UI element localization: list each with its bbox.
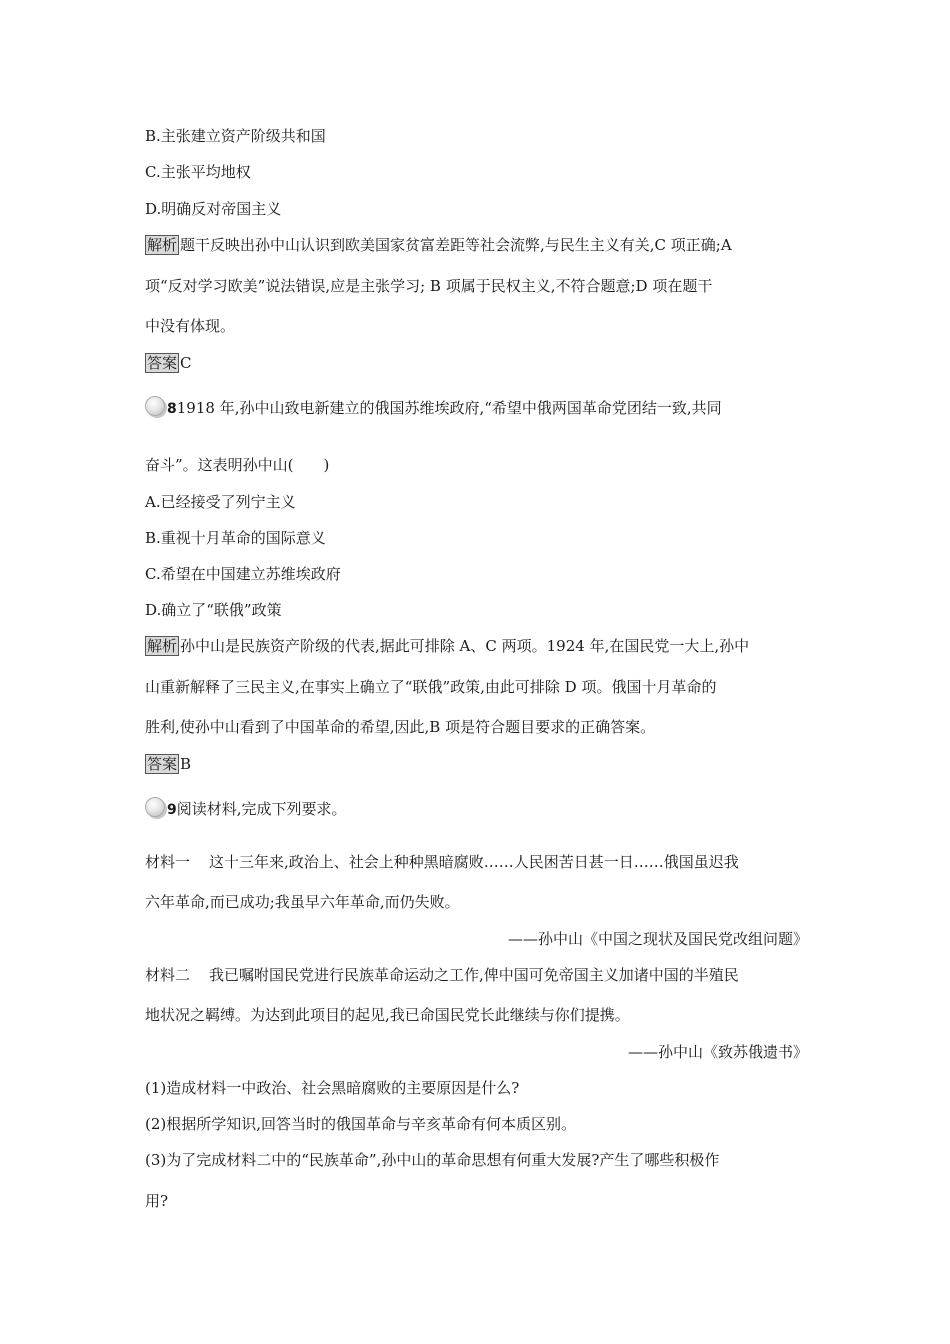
answer-label: 答案 <box>147 755 178 773</box>
answer-value: C <box>180 354 192 372</box>
q8-option-c: C.希望在中国建立苏维埃政府 <box>145 565 341 583</box>
material1-line-2: 六年革命,而已成功;我虽早六年革命,而仍失败。 <box>145 893 460 911</box>
answer-label: 答案 <box>147 354 178 372</box>
q8-analysis-line-2: 山重新解释了三民主义,在事实上确立了“联俄”政策,由此可排除 D 项。俄国十月革命的 <box>145 678 717 696</box>
q7-analysis-line-1: 解析 题干反映出孙中山认识到欧美国家贫富差距等社会流弊,与民生主义有关,C 项正确;A <box>147 236 732 254</box>
q8-option-a: A.已经接受了列宁主义 <box>145 493 296 511</box>
material2-line-2: 地状况之羁缚。为达到此项目的起见,我已命国民党长此继续与你们提携。 <box>145 1006 630 1024</box>
analysis-label: 解析 <box>147 236 178 254</box>
question-bullet-icon <box>145 396 165 416</box>
q7-option-b: B.主张建立资产阶级共和国 <box>145 127 326 145</box>
q7-answer <box>145 353 192 373</box>
q9-stem: 9阅读材料,完成下列要求。 <box>145 797 347 820</box>
material1-source: ——孙中山《中国之现状及国民党改组问题》 <box>507 930 808 948</box>
answer-value: B <box>180 755 192 773</box>
q7-analysis-line-2: 项“反对学习欧美”说法错误,应是主张学习; B 项属于民权主义,不符合题意;D 项在题干 <box>145 277 713 295</box>
q8-answer <box>145 754 191 774</box>
q7-option-c: C.主张平均地权 <box>145 163 251 181</box>
material2-source: ——孙中山《致苏俄遗书》 <box>627 1043 808 1061</box>
q9-question-3-line-2: 用? <box>145 1192 169 1210</box>
q9-question-2: (2)根据所学知识,回答当时的俄国革命与辛亥革命有何本质区别。 <box>145 1115 577 1133</box>
q7-analysis-line-3: 中没有体现。 <box>145 317 236 335</box>
q8-option-d: D.确立了“联俄”政策 <box>145 601 282 619</box>
q8-analysis-line-3: 胜利,使孙中山看到了中国革命的希望,因此,B 项是符合题目要求的正确答案。 <box>145 718 656 736</box>
material1-line-1: 材料一 这十三年来,政治上、社会上种种黑暗腐败……人民困苦日甚一日……俄国虽迟我 <box>145 853 739 871</box>
q8-analysis-line-1: 解析 孙中山是民族资产阶级的代表,据此可排除 A、C 两项。1924 年,在国民党一大上,孙中 <box>147 637 750 655</box>
q8-stem-line-2: 奋斗”。这表明孙中山( ) <box>145 456 330 474</box>
question-number: 8 <box>167 401 177 417</box>
q9-question-3-line-1: (3)为了完成材料二中的“民族革命”,孙中山的革命思想有何重大发展?产生了哪些积极作 <box>145 1151 720 1169</box>
q7-option-d: D.明确反对帝国主义 <box>145 200 282 218</box>
analysis-label: 解析 <box>147 637 178 655</box>
material1-label: 材料一 <box>145 853 191 871</box>
question-number: 9 <box>167 802 177 818</box>
q8-option-b: B.重视十月革命的国际意义 <box>145 529 326 547</box>
question-bullet-icon <box>145 797 165 817</box>
material2-label: 材料二 <box>145 966 191 984</box>
q9-question-1: (1)造成材料一中政治、社会黑暗腐败的主要原因是什么? <box>145 1079 520 1097</box>
material2-line-1: 材料二 我已嘱咐国民党进行民族革命运动之工作,俾中国可免帝国主义加诸中国的半殖民 <box>145 966 739 984</box>
q8-stem-line-1: 81918 年,孙中山致电新建立的俄国苏维埃政府,“希望中俄两国革命党团结一致,共同 <box>145 396 722 419</box>
